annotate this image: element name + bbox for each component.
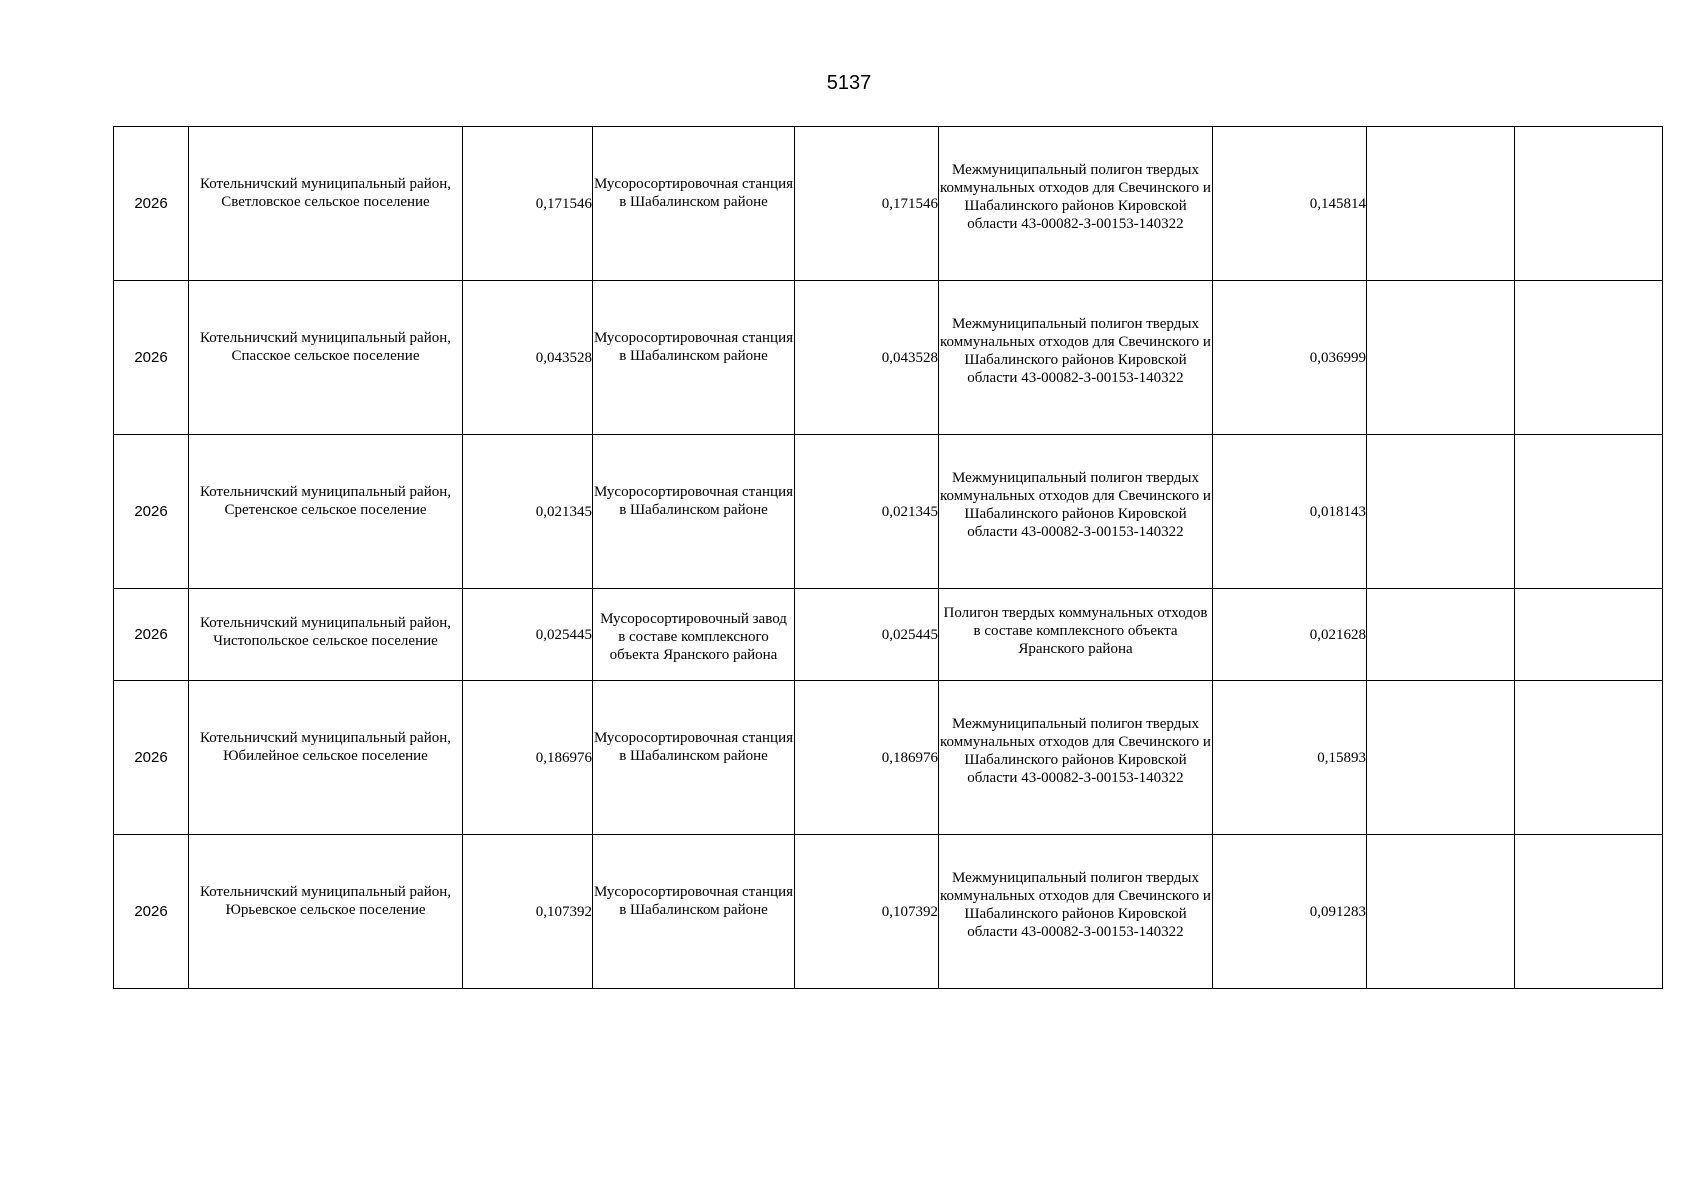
volume-cell: 0,107392 xyxy=(795,835,939,989)
sorting-facility-cell: Мусоросортировочный завод в составе комплексного объекта Яранского района xyxy=(593,589,795,681)
volume-cell: 0,186976 xyxy=(795,681,939,835)
empty-cell xyxy=(1515,589,1663,681)
table-row xyxy=(114,835,1663,989)
landfill-cell: Полигон твердых коммунальных отходов в составе комплексного объекта Яранского района xyxy=(939,589,1213,681)
table-row xyxy=(114,281,1663,435)
volume-cell: 0,025445 xyxy=(795,589,939,681)
volume-cell: 0,025445 xyxy=(463,589,593,681)
municipality-cell: Котельничский муниципальный район, Светловское сельское поселение xyxy=(189,127,463,281)
landfill-cell: Межмуниципальный полигон твердых коммунальных отходов для Свечинского и Шабалинского районов Кировской области 43-00082-З-00153-140322 xyxy=(939,435,1213,589)
year-cell: 2026 xyxy=(114,835,189,989)
municipality-cell: Котельничский муниципальный район, Юрьевское сельское поселение xyxy=(189,835,463,989)
empty-cell xyxy=(1367,589,1515,681)
volume-cell: 0,145814 xyxy=(1213,127,1367,281)
empty-cell xyxy=(1367,281,1515,435)
municipality-cell: Котельничский муниципальный район, Спасское сельское поселение xyxy=(189,281,463,435)
volume-cell: 0,091283 xyxy=(1213,835,1367,989)
volume-cell: 0,186976 xyxy=(463,681,593,835)
table-row xyxy=(114,127,1663,281)
municipality-cell: Котельничский муниципальный район, Чистопольское сельское поселение xyxy=(189,589,463,681)
volume-cell: 0,021345 xyxy=(795,435,939,589)
municipality-cell: Котельничский муниципальный район, Сретенское сельское поселение xyxy=(189,435,463,589)
year-cell: 2026 xyxy=(114,127,189,281)
empty-cell xyxy=(1515,281,1663,435)
table-row xyxy=(114,681,1663,835)
landfill-cell: Межмуниципальный полигон твердых коммунальных отходов для Свечинского и Шабалинского районов Кировской области 43-00082-З-00153-140322 xyxy=(939,835,1213,989)
empty-cell xyxy=(1367,681,1515,835)
table-row xyxy=(114,435,1663,589)
municipality-cell: Котельничский муниципальный район, Юбилейное сельское поселение xyxy=(189,681,463,835)
empty-cell xyxy=(1515,681,1663,835)
volume-cell: 0,15893 xyxy=(1213,681,1367,835)
sorting-facility-cell: Мусоросортировочная станция в Шабалинском районе xyxy=(593,835,795,989)
empty-cell xyxy=(1367,127,1515,281)
volume-cell: 0,171546 xyxy=(463,127,593,281)
volume-cell: 0,021345 xyxy=(463,435,593,589)
empty-cell xyxy=(1367,835,1515,989)
volume-cell: 0,107392 xyxy=(463,835,593,989)
table-row xyxy=(114,589,1663,681)
year-cell: 2026 xyxy=(114,281,189,435)
sorting-facility-cell: Мусоросортировочная станция в Шабалинском районе xyxy=(593,281,795,435)
year-cell: 2026 xyxy=(114,435,189,589)
empty-cell xyxy=(1515,127,1663,281)
page-number: 5137 xyxy=(826,72,872,94)
year-cell: 2026 xyxy=(114,589,189,681)
volume-cell: 0,043528 xyxy=(795,281,939,435)
sorting-facility-cell: Мусоросортировочная станция в Шабалинском районе xyxy=(593,435,795,589)
waste-flow-table xyxy=(113,126,1663,989)
sorting-facility-cell: Мусоросортировочная станция в Шабалинском районе xyxy=(593,681,795,835)
volume-cell: 0,018143 xyxy=(1213,435,1367,589)
empty-cell xyxy=(1515,835,1663,989)
year-cell: 2026 xyxy=(114,681,189,835)
landfill-cell: Межмуниципальный полигон твердых коммунальных отходов для Свечинского и Шабалинского районов Кировской области 43-00082-З-00153-140322 xyxy=(939,127,1213,281)
volume-cell: 0,021628 xyxy=(1213,589,1367,681)
empty-cell xyxy=(1515,435,1663,589)
empty-cell xyxy=(1367,435,1515,589)
landfill-cell: Межмуниципальный полигон твердых коммунальных отходов для Свечинского и Шабалинского районов Кировской области 43-00082-З-00153-140322 xyxy=(939,281,1213,435)
sorting-facility-cell: Мусоросортировочная станция в Шабалинском районе xyxy=(593,127,795,281)
volume-cell: 0,036999 xyxy=(1213,281,1367,435)
landfill-cell: Межмуниципальный полигон твердых коммунальных отходов для Свечинского и Шабалинского районов Кировской области 43-00082-З-00153-140322 xyxy=(939,681,1213,835)
volume-cell: 0,171546 xyxy=(795,127,939,281)
volume-cell: 0,043528 xyxy=(463,281,593,435)
